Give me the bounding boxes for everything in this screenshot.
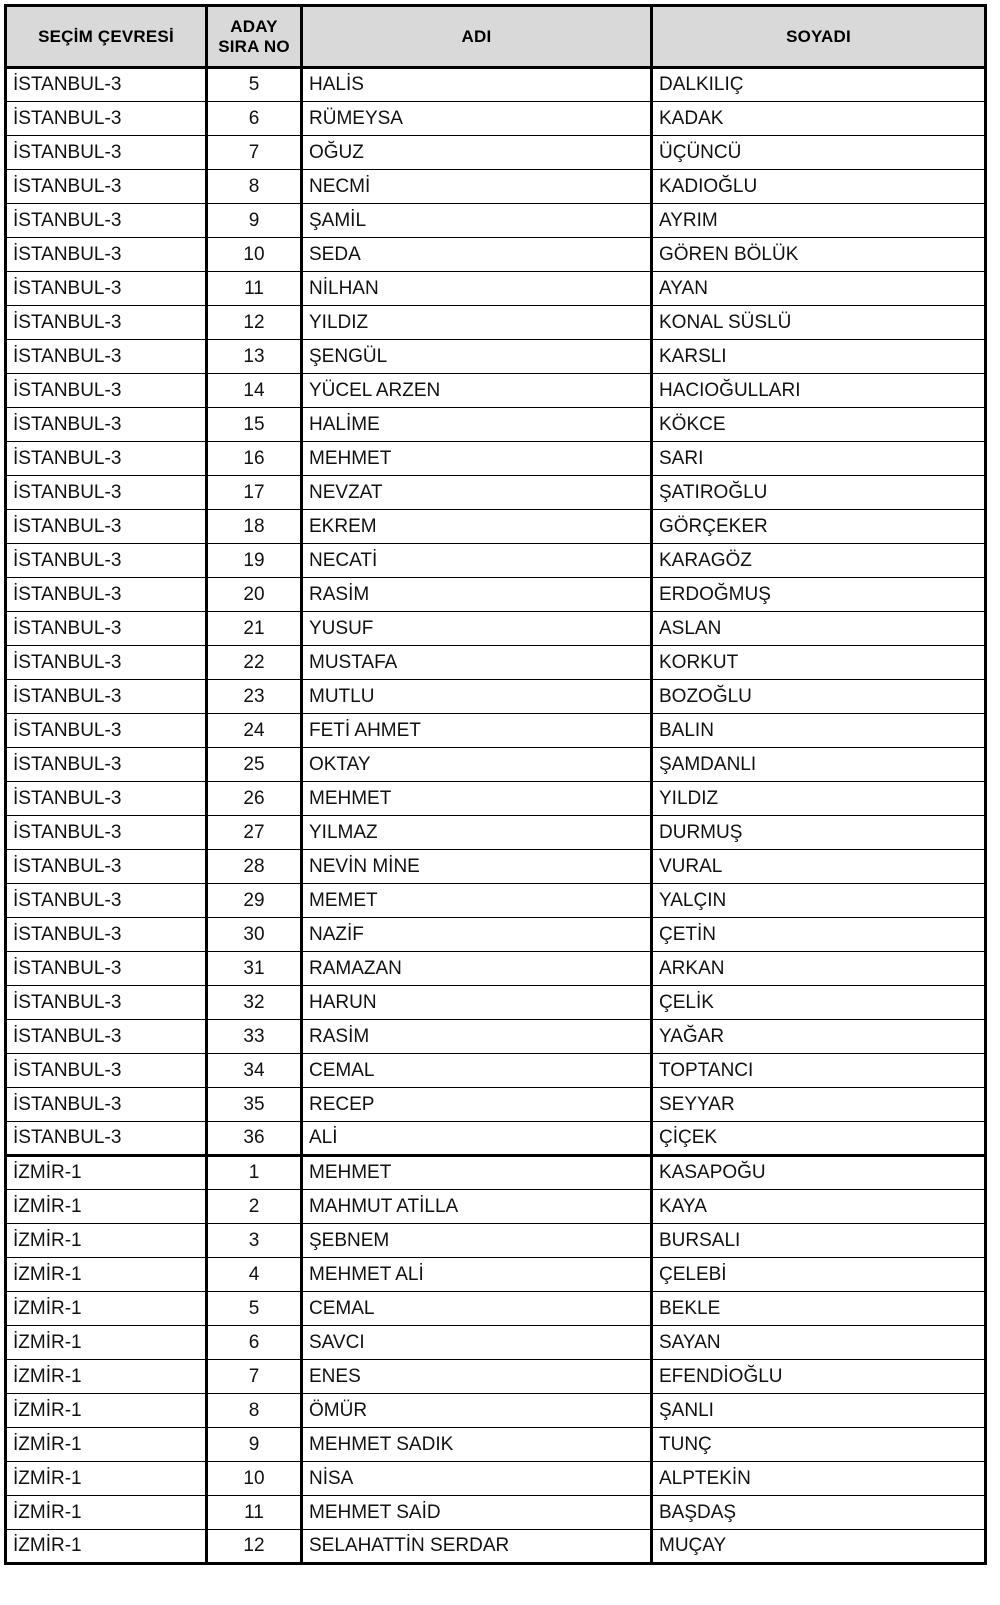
cell-surname: DURMUŞ bbox=[652, 816, 986, 850]
column-header-order bbox=[207, 6, 302, 68]
cell-surname: KONAL SÜSLÜ bbox=[652, 306, 986, 340]
cell-order: 33 bbox=[207, 1020, 302, 1054]
cell-surname: AYAN bbox=[652, 272, 986, 306]
cell-order: 9 bbox=[207, 204, 302, 238]
cell-surname: BALIN bbox=[652, 714, 986, 748]
cell-surname: ÇELİK bbox=[652, 986, 986, 1020]
cell-order: 12 bbox=[207, 1530, 302, 1564]
cell-district: İSTANBUL-3 bbox=[6, 272, 207, 306]
cell-name: RASİM bbox=[302, 1020, 652, 1054]
table-row bbox=[6, 510, 986, 544]
table-row bbox=[6, 1156, 986, 1190]
cell-district: İZMİR-1 bbox=[6, 1428, 207, 1462]
cell-name: NEVZAT bbox=[302, 476, 652, 510]
cell-surname: ÇETİN bbox=[652, 918, 986, 952]
cell-name: ENES bbox=[302, 1360, 652, 1394]
cell-surname: HACIOĞULLARI bbox=[652, 374, 986, 408]
table-row bbox=[6, 476, 986, 510]
cell-name: MAHMUT ATİLLA bbox=[302, 1190, 652, 1224]
cell-surname: ŞANLI bbox=[652, 1394, 986, 1428]
cell-surname: BOZOĞLU bbox=[652, 680, 986, 714]
cell-surname: ŞAMDANLI bbox=[652, 748, 986, 782]
cell-name: NAZİF bbox=[302, 918, 652, 952]
cell-order: 6 bbox=[207, 1326, 302, 1360]
table-row bbox=[6, 1258, 986, 1292]
cell-order: 30 bbox=[207, 918, 302, 952]
table-row bbox=[6, 884, 986, 918]
cell-name: MUTLU bbox=[302, 680, 652, 714]
cell-name: NİLHAN bbox=[302, 272, 652, 306]
cell-surname: YALÇIN bbox=[652, 884, 986, 918]
table-row bbox=[6, 816, 986, 850]
cell-district: İSTANBUL-3 bbox=[6, 408, 207, 442]
table-row bbox=[6, 68, 986, 102]
cell-order: 17 bbox=[207, 476, 302, 510]
cell-surname: KARSLI bbox=[652, 340, 986, 374]
cell-order: 21 bbox=[207, 612, 302, 646]
cell-district: İZMİR-1 bbox=[6, 1258, 207, 1292]
cell-district: İSTANBUL-3 bbox=[6, 714, 207, 748]
cell-name: NECATİ bbox=[302, 544, 652, 578]
table-row bbox=[6, 1530, 986, 1564]
column-header-name bbox=[302, 6, 652, 68]
cell-district: İSTANBUL-3 bbox=[6, 102, 207, 136]
table-row bbox=[6, 714, 986, 748]
cell-district: İSTANBUL-3 bbox=[6, 918, 207, 952]
cell-surname: YILDIZ bbox=[652, 782, 986, 816]
cell-district: İSTANBUL-3 bbox=[6, 1054, 207, 1088]
cell-order: 4 bbox=[207, 1258, 302, 1292]
cell-district: İZMİR-1 bbox=[6, 1156, 207, 1190]
cell-order: 10 bbox=[207, 238, 302, 272]
table-row bbox=[6, 1020, 986, 1054]
table-row bbox=[6, 748, 986, 782]
cell-surname: ERDOĞMUŞ bbox=[652, 578, 986, 612]
cell-name: CEMAL bbox=[302, 1054, 652, 1088]
cell-order: 32 bbox=[207, 986, 302, 1020]
table-row bbox=[6, 1394, 986, 1428]
table-header bbox=[6, 6, 986, 68]
cell-order: 7 bbox=[207, 1360, 302, 1394]
cell-order: 12 bbox=[207, 306, 302, 340]
cell-surname: KORKUT bbox=[652, 646, 986, 680]
cell-name: CEMAL bbox=[302, 1292, 652, 1326]
cell-district: İSTANBUL-3 bbox=[6, 612, 207, 646]
cell-order: 11 bbox=[207, 272, 302, 306]
table-row bbox=[6, 1054, 986, 1088]
cell-surname: AYRIM bbox=[652, 204, 986, 238]
cell-surname: BURSALI bbox=[652, 1224, 986, 1258]
table-row bbox=[6, 544, 986, 578]
cell-district: İSTANBUL-3 bbox=[6, 442, 207, 476]
cell-name: YUSUF bbox=[302, 612, 652, 646]
cell-district: İSTANBUL-3 bbox=[6, 986, 207, 1020]
cell-order: 5 bbox=[207, 1292, 302, 1326]
candidate-list-table bbox=[4, 4, 987, 1565]
cell-surname: BAŞDAŞ bbox=[652, 1496, 986, 1530]
cell-district: İSTANBUL-3 bbox=[6, 578, 207, 612]
cell-order: 9 bbox=[207, 1428, 302, 1462]
cell-name: ŞENGÜL bbox=[302, 340, 652, 374]
table-row bbox=[6, 238, 986, 272]
table-row bbox=[6, 374, 986, 408]
column-header-order-line-1: ADAY bbox=[230, 16, 278, 36]
cell-name: MEHMET bbox=[302, 1156, 652, 1190]
cell-order: 14 bbox=[207, 374, 302, 408]
cell-name: ÖMÜR bbox=[302, 1394, 652, 1428]
table-body bbox=[6, 68, 986, 1564]
cell-order: 28 bbox=[207, 850, 302, 884]
table-row bbox=[6, 204, 986, 238]
cell-order: 36 bbox=[207, 1122, 302, 1156]
cell-district: İSTANBUL-3 bbox=[6, 1122, 207, 1156]
cell-order: 1 bbox=[207, 1156, 302, 1190]
column-header-district-line-1: SEÇİM ÇEVRESİ bbox=[38, 26, 174, 46]
cell-surname: ÇELEBİ bbox=[652, 1258, 986, 1292]
column-header-order-line-2: SIRA NO bbox=[218, 36, 290, 56]
cell-surname: MUÇAY bbox=[652, 1530, 986, 1564]
cell-district: İSTANBUL-3 bbox=[6, 68, 207, 102]
cell-order: 3 bbox=[207, 1224, 302, 1258]
table-header-row bbox=[6, 6, 986, 68]
cell-name: FETİ AHMET bbox=[302, 714, 652, 748]
cell-surname: ARKAN bbox=[652, 952, 986, 986]
cell-name: HALİS bbox=[302, 68, 652, 102]
cell-name: EKREM bbox=[302, 510, 652, 544]
table-row bbox=[6, 1190, 986, 1224]
cell-district: İZMİR-1 bbox=[6, 1462, 207, 1496]
cell-district: İZMİR-1 bbox=[6, 1496, 207, 1530]
cell-name: MEHMET bbox=[302, 782, 652, 816]
table-row bbox=[6, 408, 986, 442]
cell-surname: GÖRÇEKER bbox=[652, 510, 986, 544]
cell-surname: KAYA bbox=[652, 1190, 986, 1224]
cell-surname: YAĞAR bbox=[652, 1020, 986, 1054]
table-row bbox=[6, 102, 986, 136]
cell-district: İZMİR-1 bbox=[6, 1224, 207, 1258]
table-row bbox=[6, 306, 986, 340]
cell-order: 13 bbox=[207, 340, 302, 374]
cell-surname: ÜÇÜNCÜ bbox=[652, 136, 986, 170]
cell-district: İSTANBUL-3 bbox=[6, 340, 207, 374]
cell-name: SEDA bbox=[302, 238, 652, 272]
table-row bbox=[6, 1122, 986, 1156]
cell-district: İSTANBUL-3 bbox=[6, 782, 207, 816]
cell-district: İSTANBUL-3 bbox=[6, 204, 207, 238]
cell-district: İSTANBUL-3 bbox=[6, 374, 207, 408]
cell-order: 2 bbox=[207, 1190, 302, 1224]
cell-district: İZMİR-1 bbox=[6, 1360, 207, 1394]
cell-order: 16 bbox=[207, 442, 302, 476]
table-row bbox=[6, 1496, 986, 1530]
table-row bbox=[6, 612, 986, 646]
cell-order: 25 bbox=[207, 748, 302, 782]
table-row bbox=[6, 578, 986, 612]
cell-order: 27 bbox=[207, 816, 302, 850]
cell-order: 18 bbox=[207, 510, 302, 544]
cell-surname: SEYYAR bbox=[652, 1088, 986, 1122]
cell-name: MEMET bbox=[302, 884, 652, 918]
column-header-district bbox=[6, 6, 207, 68]
column-header-surname-line-1: SOYADI bbox=[786, 26, 851, 46]
cell-name: RAMAZAN bbox=[302, 952, 652, 986]
table-row bbox=[6, 1360, 986, 1394]
cell-surname: DALKILIÇ bbox=[652, 68, 986, 102]
cell-surname: GÖREN BÖLÜK bbox=[652, 238, 986, 272]
cell-name: RASİM bbox=[302, 578, 652, 612]
cell-order: 15 bbox=[207, 408, 302, 442]
cell-order: 24 bbox=[207, 714, 302, 748]
cell-name: ALİ bbox=[302, 1122, 652, 1156]
cell-name: YILMAZ bbox=[302, 816, 652, 850]
cell-order: 5 bbox=[207, 68, 302, 102]
cell-district: İZMİR-1 bbox=[6, 1292, 207, 1326]
cell-order: 10 bbox=[207, 1462, 302, 1496]
cell-district: İSTANBUL-3 bbox=[6, 1020, 207, 1054]
table-row bbox=[6, 952, 986, 986]
cell-name: RECEP bbox=[302, 1088, 652, 1122]
cell-name: SELAHATTİN SERDAR bbox=[302, 1530, 652, 1564]
cell-name: OKTAY bbox=[302, 748, 652, 782]
cell-district: İSTANBUL-3 bbox=[6, 952, 207, 986]
cell-name: ŞAMİL bbox=[302, 204, 652, 238]
cell-district: İSTANBUL-3 bbox=[6, 816, 207, 850]
cell-surname: VURAL bbox=[652, 850, 986, 884]
cell-order: 35 bbox=[207, 1088, 302, 1122]
table-row bbox=[6, 170, 986, 204]
table-row bbox=[6, 850, 986, 884]
cell-district: İSTANBUL-3 bbox=[6, 476, 207, 510]
cell-order: 26 bbox=[207, 782, 302, 816]
cell-name: NİSA bbox=[302, 1462, 652, 1496]
cell-district: İSTANBUL-3 bbox=[6, 748, 207, 782]
table-row bbox=[6, 1292, 986, 1326]
cell-surname: KARAGÖZ bbox=[652, 544, 986, 578]
cell-name: HALİME bbox=[302, 408, 652, 442]
cell-order: 23 bbox=[207, 680, 302, 714]
cell-district: İSTANBUL-3 bbox=[6, 510, 207, 544]
cell-surname: SARI bbox=[652, 442, 986, 476]
cell-district: İZMİR-1 bbox=[6, 1394, 207, 1428]
cell-order: 29 bbox=[207, 884, 302, 918]
cell-surname: SAYAN bbox=[652, 1326, 986, 1360]
cell-name: MEHMET SADIK bbox=[302, 1428, 652, 1462]
cell-surname: KÖKCE bbox=[652, 408, 986, 442]
cell-name: RÜMEYSA bbox=[302, 102, 652, 136]
cell-name: ŞEBNEM bbox=[302, 1224, 652, 1258]
cell-order: 19 bbox=[207, 544, 302, 578]
cell-surname: KADAK bbox=[652, 102, 986, 136]
cell-surname: KADIOĞLU bbox=[652, 170, 986, 204]
table-row bbox=[6, 1224, 986, 1258]
cell-district: İZMİR-1 bbox=[6, 1530, 207, 1564]
cell-surname: TUNÇ bbox=[652, 1428, 986, 1462]
cell-order: 8 bbox=[207, 1394, 302, 1428]
cell-district: İSTANBUL-3 bbox=[6, 544, 207, 578]
cell-name: MEHMET ALİ bbox=[302, 1258, 652, 1292]
cell-district: İSTANBUL-3 bbox=[6, 170, 207, 204]
cell-district: İZMİR-1 bbox=[6, 1190, 207, 1224]
table-row bbox=[6, 1462, 986, 1496]
cell-surname: BEKLE bbox=[652, 1292, 986, 1326]
cell-order: 6 bbox=[207, 102, 302, 136]
cell-order: 22 bbox=[207, 646, 302, 680]
cell-surname: ALPTEKİN bbox=[652, 1462, 986, 1496]
table-row bbox=[6, 136, 986, 170]
cell-order: 20 bbox=[207, 578, 302, 612]
cell-order: 8 bbox=[207, 170, 302, 204]
cell-name: MEHMET SAİD bbox=[302, 1496, 652, 1530]
cell-district: İSTANBUL-3 bbox=[6, 884, 207, 918]
table-row bbox=[6, 1428, 986, 1462]
cell-district: İSTANBUL-3 bbox=[6, 1088, 207, 1122]
cell-district: İSTANBUL-3 bbox=[6, 306, 207, 340]
column-header-surname bbox=[652, 6, 986, 68]
cell-surname: ÇİÇEK bbox=[652, 1122, 986, 1156]
cell-name: MUSTAFA bbox=[302, 646, 652, 680]
cell-name: YILDIZ bbox=[302, 306, 652, 340]
cell-surname: KASAPOĞU bbox=[652, 1156, 986, 1190]
cell-district: İSTANBUL-3 bbox=[6, 850, 207, 884]
column-header-name-line-1: ADI bbox=[461, 26, 492, 46]
table-row bbox=[6, 1088, 986, 1122]
cell-name: SAVCI bbox=[302, 1326, 652, 1360]
cell-surname: TOPTANCI bbox=[652, 1054, 986, 1088]
cell-surname: ŞATIROĞLU bbox=[652, 476, 986, 510]
cell-name: NEVİN MİNE bbox=[302, 850, 652, 884]
cell-name: YÜCEL ARZEN bbox=[302, 374, 652, 408]
cell-order: 34 bbox=[207, 1054, 302, 1088]
table-row bbox=[6, 646, 986, 680]
cell-order: 11 bbox=[207, 1496, 302, 1530]
cell-order: 31 bbox=[207, 952, 302, 986]
table-row bbox=[6, 272, 986, 306]
table-row bbox=[6, 918, 986, 952]
cell-surname: EFENDİOĞLU bbox=[652, 1360, 986, 1394]
cell-district: İZMİR-1 bbox=[6, 1326, 207, 1360]
cell-district: İSTANBUL-3 bbox=[6, 238, 207, 272]
cell-order: 7 bbox=[207, 136, 302, 170]
cell-district: İSTANBUL-3 bbox=[6, 646, 207, 680]
cell-name: OĞUZ bbox=[302, 136, 652, 170]
table-row bbox=[6, 986, 986, 1020]
cell-name: NECMİ bbox=[302, 170, 652, 204]
cell-name: HARUN bbox=[302, 986, 652, 1020]
cell-district: İSTANBUL-3 bbox=[6, 680, 207, 714]
table-row bbox=[6, 442, 986, 476]
table-row bbox=[6, 680, 986, 714]
cell-surname: ASLAN bbox=[652, 612, 986, 646]
cell-district: İSTANBUL-3 bbox=[6, 136, 207, 170]
cell-name: MEHMET bbox=[302, 442, 652, 476]
table-row bbox=[6, 340, 986, 374]
table-row bbox=[6, 1326, 986, 1360]
table-row bbox=[6, 782, 986, 816]
